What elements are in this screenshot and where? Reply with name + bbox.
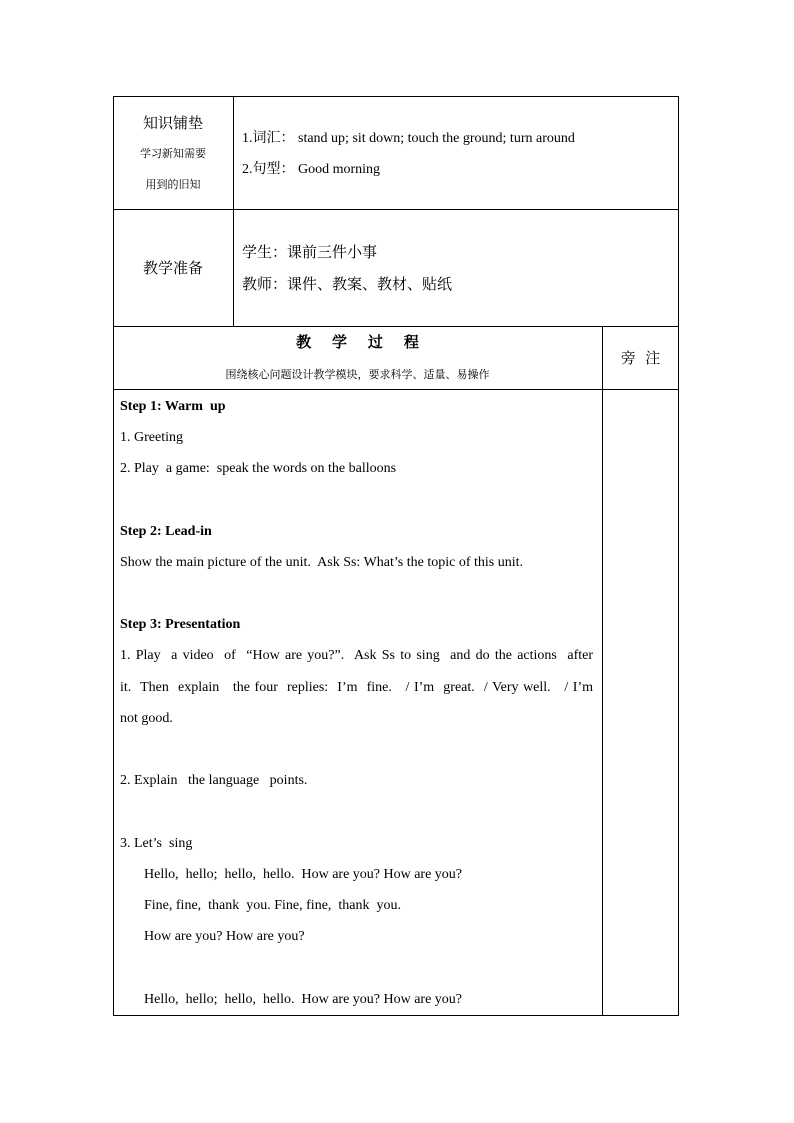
step1-line1: 1. Greeting: [120, 430, 183, 445]
row-divider: [113, 389, 679, 390]
prep-title: 教学准备: [142, 259, 203, 277]
knowledge-subtitle-2: 用到的旧知: [145, 178, 201, 191]
column-divider: [233, 96, 234, 327]
prep-students: 学生：课前三件小事: [242, 243, 378, 261]
step3-para1-line3: not good.: [120, 711, 173, 726]
process-subtitle: 围绕核心问题设计教学模块，要求科学、适量、易操作: [225, 368, 490, 381]
step3-title: Step 3: Presentation: [120, 617, 241, 632]
step1-line2: 2. Play a game: speak the words on the balloons: [120, 461, 397, 476]
step2-line1: Show the main picture of the unit. Ask Ss: What’s the topic of this unit.: [120, 555, 523, 570]
step3-para3: 3. Let’s sing: [120, 836, 193, 851]
knowledge-title: 知识铺垫: [142, 114, 203, 132]
step3-para1-line1: 1. Play a video of “How are you?”. Ask Ss to sing and do the actions after: [120, 648, 593, 663]
column-divider: [602, 326, 603, 1016]
song-line-4: Hello, hello; hello, hello. How are you? How are you?: [144, 992, 463, 1007]
song-line-3: How are you? How are you?: [144, 929, 305, 944]
step3-para1-line2: it. Then explain the four replies: I’m fine. / I’m great. / Very well. / I’m: [120, 680, 593, 695]
row-divider: [113, 209, 679, 210]
prep-teacher: 教师：课件、教案、教材、贴纸: [242, 275, 453, 293]
row-divider: [113, 326, 679, 327]
step2-title: Step 2: Lead-in: [120, 524, 212, 539]
step3-para2: 2. Explain the language points.: [120, 773, 308, 788]
knowledge-vocabulary: 1.词汇： stand up; sit down; touch the ground; turn around: [242, 131, 575, 146]
song-line-2: Fine, fine, thank you. Fine, fine, thank you.: [144, 898, 402, 913]
step1-title: Step 1: Warm up: [120, 399, 226, 414]
knowledge-sentence: 2.句型： Good morning: [242, 162, 381, 177]
notes-header: 旁 注: [620, 349, 661, 367]
song-line-1: Hello, hello; hello, hello. How are you? How are you?: [144, 867, 463, 882]
knowledge-subtitle-1: 学习新知需要: [140, 147, 206, 160]
process-title: 教 学 过 程: [296, 333, 419, 351]
